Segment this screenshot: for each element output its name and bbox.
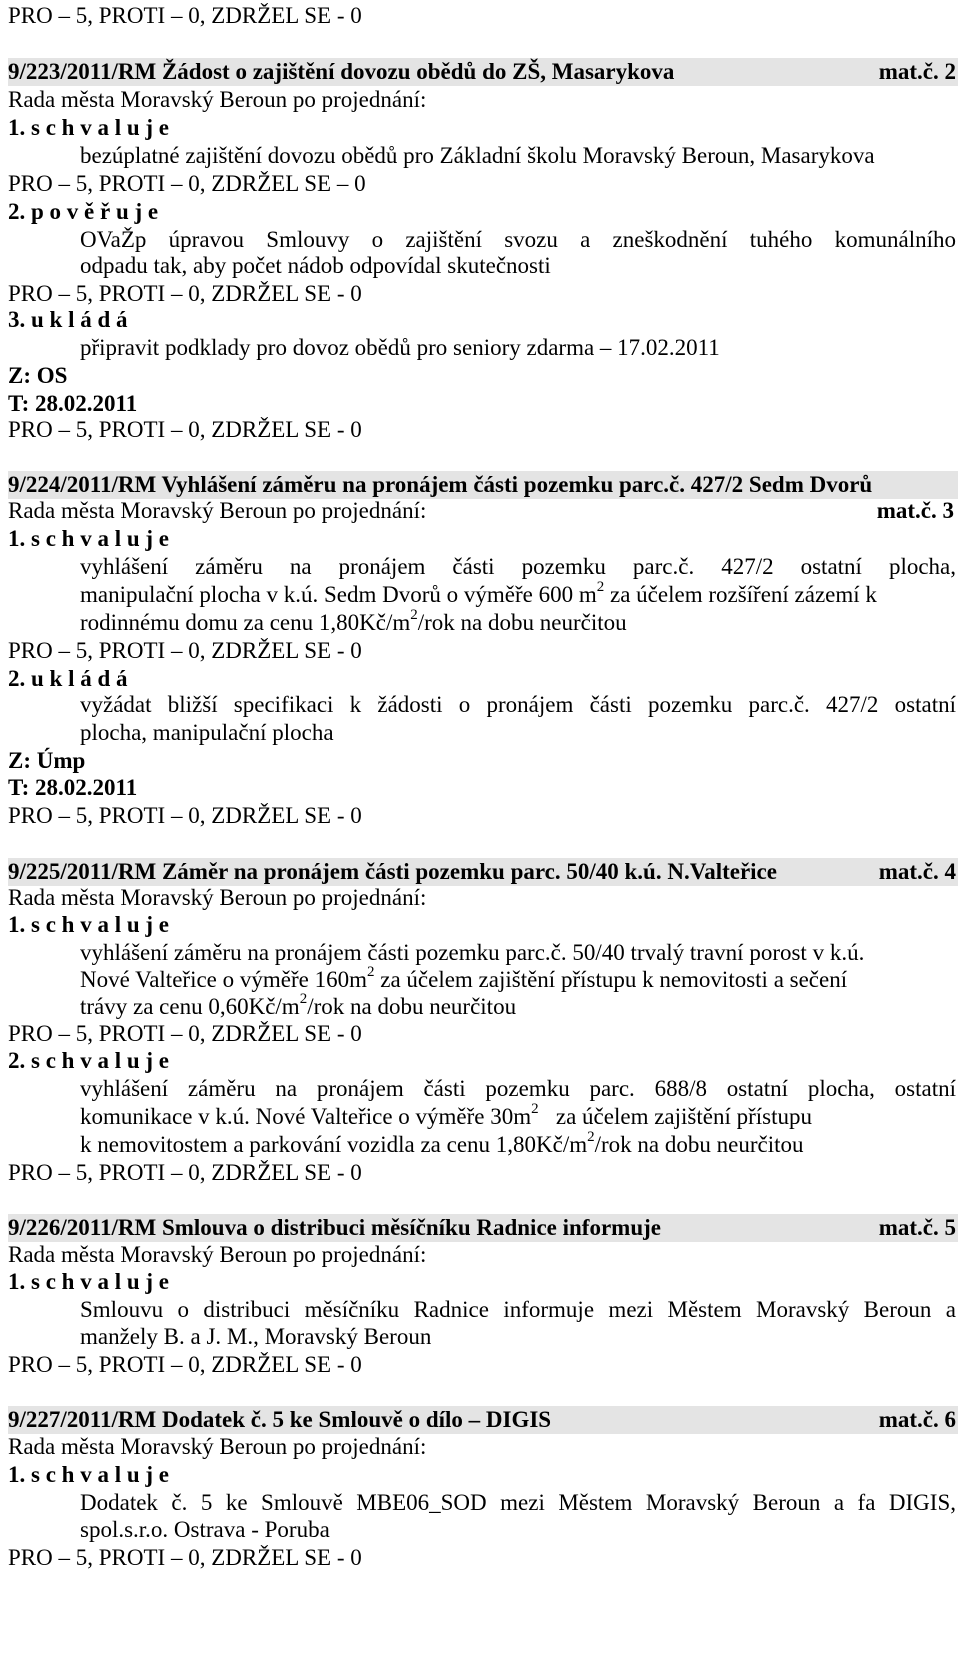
resolution-text: vyhlášení záměru na pronájem části pozemku parc.č. 427/2 ostatní plocha, [80,554,956,579]
action-label: 1. s c h v a l u j e [8,115,169,140]
resolution-header [8,58,958,86]
vote-line: PRO – 5, PROTI – 0, ZDRŽEL SE – 0 [8,171,366,196]
council-line: Rada města Moravský Beroun po projednání: [8,498,427,523]
material-number: mat.č. 4 [878,859,956,884]
resolution-text: vyhlášení záměru na pronájem části pozemku parc.č. 50/40 trvalý travní porost v k.ú. [80,940,865,965]
resolution-header [8,1214,958,1242]
council-line: Rada města Moravský Beroun po projednání: [8,885,427,910]
action-label: 1. s c h v a l u j e [8,912,169,937]
resolution-text: plocha, manipulační plocha [80,720,334,745]
action-label: 2. p o v ě ř u j e [8,199,159,224]
resolution-text: manžely B. a J. M., Moravský Beroun [80,1324,432,1349]
council-line: Rada města Moravský Beroun po projednání: [8,1242,427,1267]
vote-line: PRO – 5, PROTI – 0, ZDRŽEL SE - 0 [8,1352,362,1377]
resolution-text: připravit podklady pro dovoz obědů pro seniory zdarma – 17.02.2011 [80,335,720,360]
resolution-text: vyhlášení záměru na pronájem části pozemku parc. 688/8 ostatní plocha, ostatní [80,1076,956,1101]
resolution-title: 9/225/2011/RM Záměr na pronájem části pozemku parc. 50/40 k.ú. N.Valteřice [8,859,777,884]
vote-line: PRO – 5, PROTI – 0, ZDRŽEL SE - 0 [8,803,362,828]
vote-line: PRO – 5, PROTI – 0, ZDRŽEL SE - 0 [8,281,362,306]
resolution-text: vyžádat bližší specifikaci k žádosti o pronájem části pozemku parc.č. 427/2 ostatní [80,692,956,717]
action-label: 3. u k l á d á [8,307,128,332]
material-number: mat.č. 6 [878,1407,956,1432]
vote-line: PRO – 5, PROTI – 0, ZDRŽEL SE - 0 [8,3,362,28]
resolution-title: 9/223/2011/RM Žádost o zajištění dovozu obědů do ZŠ, Masarykova [8,59,675,84]
action-label: 2. s c h v a l u j e [8,1048,169,1073]
action-label: 1. s c h v a l u j e [8,526,169,551]
vote-line: PRO – 5, PROTI – 0, ZDRŽEL SE - 0 [8,638,362,663]
resolution-header [8,858,958,886]
action-label: 1. s c h v a l u j e [8,1462,169,1487]
resolution-text: bezúplatné zajištění dovozu obědů pro Základní školu Moravský Beroun, Masarykova [80,143,875,168]
vote-line: PRO – 5, PROTI – 0, ZDRŽEL SE - 0 [8,1545,362,1570]
resolution-text: spol.s.r.o. Ostrava - Poruba [80,1517,330,1542]
resolution-header [8,471,958,499]
resolution-text: Smlouvu o distribuci měsíčníku Radnice informuje mezi Městem Moravský Beroun a [80,1297,956,1322]
council-line: Rada města Moravský Beroun po projednání: [8,1434,427,1459]
action-label: 2. u k l á d á [8,666,128,691]
material-number: mat.č. 2 [878,59,956,84]
resolution-title: 9/226/2011/RM Smlouva o distribuci měsíčníku Radnice informuje [8,1215,661,1240]
resolution-title: 9/224/2011/RM Vyhlášení záměru na pronájem části pozemku parc.č. 427/2 Sedm Dvorů [8,472,873,497]
deadline: T: 28.02.2011 [8,391,138,416]
action-label: 1. s c h v a l u j e [8,1269,169,1294]
material-number: mat.č. 3 [876,498,954,523]
responsible-person: Z: OS [8,363,68,388]
resolution-header [8,1406,958,1434]
resolution-text: rodinnému domu za cenu $1,80Kč/m^2$/rok na dobu neurčitou [80,607,627,635]
resolution-text: odpadu tak, aby počet nádob odpovídal skutečnosti [80,253,551,278]
resolution-title: 9/227/2011/RM Dodatek č. 5 ke Smlouvě o dílo – DIGIS [8,1407,552,1432]
deadline: T: 28.02.2011 [8,775,138,800]
vote-line: PRO – 5, PROTI – 0, ZDRŽEL SE - 0 [8,1021,362,1046]
resolution-text: OVaŽp úpravou Smlouvy o zajištění svozu a zneškodnění tuhého komunálního [80,227,956,252]
material-number: mat.č. 5 [878,1215,956,1240]
resolution-text: Nové Valteřice o výměře $160m^2$ za účelem zajištění přístupu k nemovitosti a sečení [80,964,848,992]
vote-line: PRO – 5, PROTI – 0, ZDRŽEL SE - 0 [8,1160,362,1185]
responsible-person: Z: Úmp [8,748,86,773]
council-line: Rada města Moravský Beroun po projednání: [8,87,427,112]
resolution-text: Dodatek č. 5 ke Smlouvě MBE06_SOD mezi Městem Moravský Beroun a fa DIGIS, [80,1490,956,1515]
resolution-text: manipulační plocha v k.ú. Sedm Dvorů o výměře 600 $m^2$ za účelem rozšíření zázemí k [80,579,877,607]
resolution-text: komunikace v k.ú. Nové Valteřice o výměře $30m^2$ za účelem zajištění přístupu [80,1101,812,1129]
vote-line: PRO – 5, PROTI – 0, ZDRŽEL SE - 0 [8,417,362,442]
resolution-text: k nemovitostem a parkování vozidla za cenu $1,80Kč/m^2$/rok na dobu neurčitou [80,1129,804,1157]
resolution-text: trávy za cenu $0,60Kč/m^2$/rok na dobu neurčitou [80,991,517,1019]
